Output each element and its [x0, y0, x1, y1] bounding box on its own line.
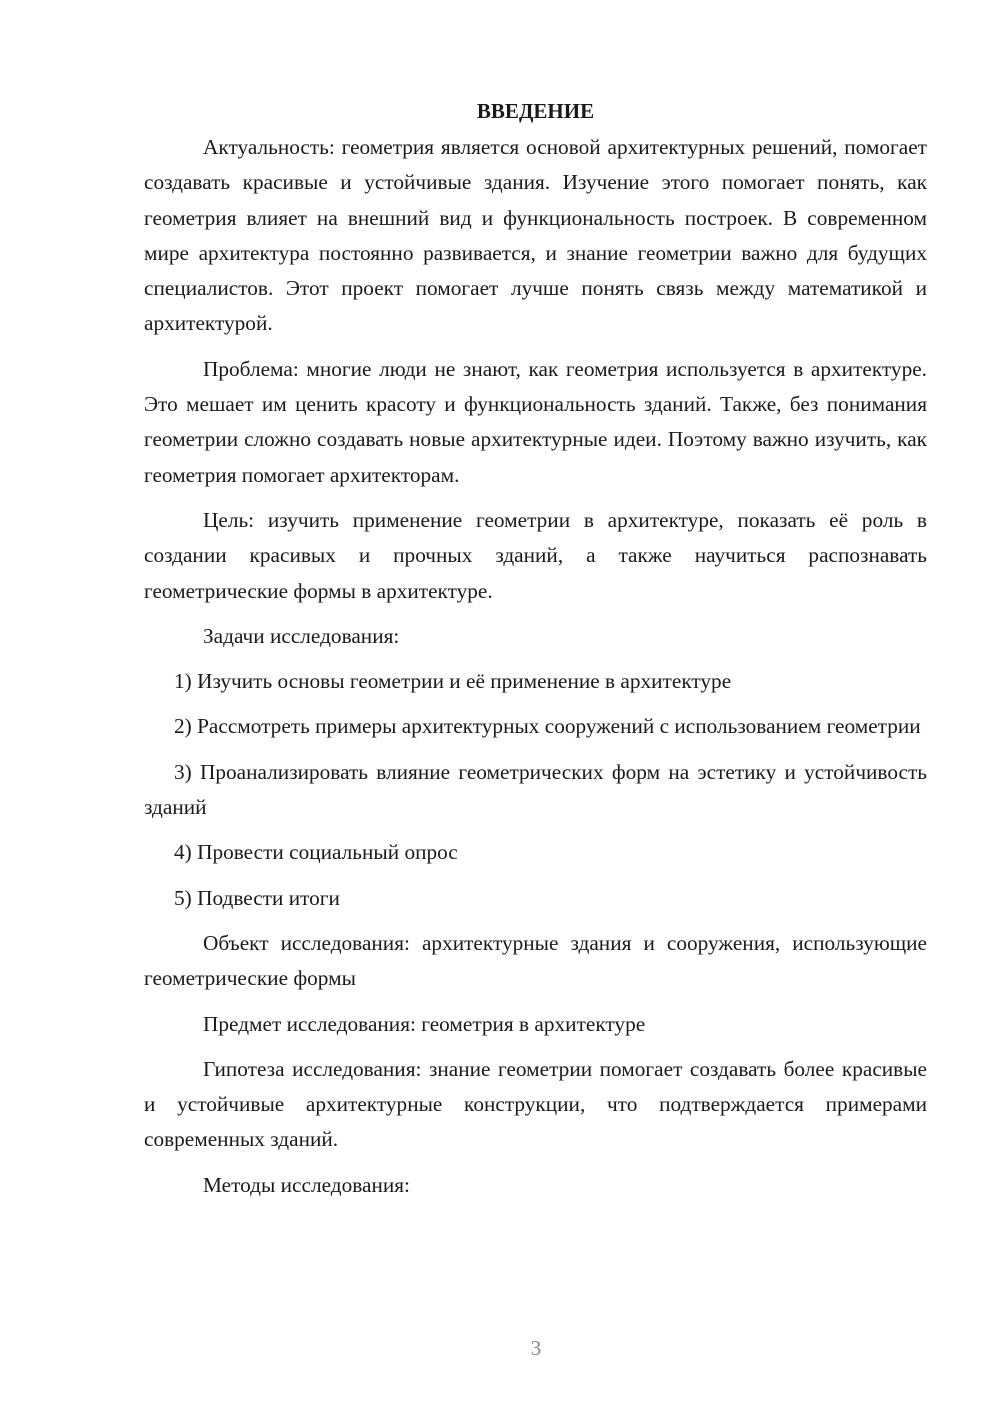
page-number: 3	[530, 1336, 542, 1360]
task-item-2: 2) Рассмотреть примеры архитектурных сооружений с использованием геометрии	[174, 714, 921, 739]
page-body	[144, 96, 927, 1213]
task-item-3: 3) Проанализировать влияние геометрических форм на эстетику и устойчивость зданий	[144, 759, 927, 820]
task-item-5: 5) Подвести итоги	[174, 885, 340, 910]
relevance-paragraph: Актуальность: геометрия является основой архитектурных решений, помогает создавать красивые и устойчивые здания. Изучение этого помогает понять, как геометрия влияет на внешний вид и функциональность построек. В современном мире архитектура постоянно развивается, и знание геометрии важно для будущих специалистов. Этот проект помогает лучше понять связь между математикой и архитектурой.	[144, 135, 927, 336]
task-item-1: 1) Изучить основы геометрии и её применение в архитектуре	[174, 669, 732, 694]
object-paragraph: Объект исследования: архитектурные здания и сооружения, использующие геометрические формы	[144, 930, 927, 991]
problem-paragraph: Проблема: многие люди не знают, как геометрия используется в архитектуре. Это мешает им ценить красоту и функциональность зданий. Также, без понимания геометрии сложно создавать новые архитектурные идеи. Поэтому важно изучить, как геометрия помогает архитекторам.	[144, 356, 927, 487]
task-item-4: 4) Провести социальный опрос	[174, 840, 458, 865]
tasks-heading: Задачи исследования:	[203, 623, 400, 648]
subject-paragraph: Предмет исследования: геометрия в архитектуре	[203, 1011, 646, 1036]
section-title: ВВЕДЕНИЕ	[476, 99, 595, 123]
goal-paragraph: Цель: изучить применение геометрии в архитектуре, показать её роль в создании красивых и прочных зданий, а также научиться распознавать геометрические формы в архитектуре.	[144, 507, 927, 603]
hypothesis-paragraph: Гипотеза исследования: знание геометрии помогает создавать более красивые и устойчивые архитектурные конструкции, что подтверждается примерами современных зданий.	[144, 1056, 927, 1152]
methods-heading: Методы исследования:	[203, 1172, 410, 1197]
